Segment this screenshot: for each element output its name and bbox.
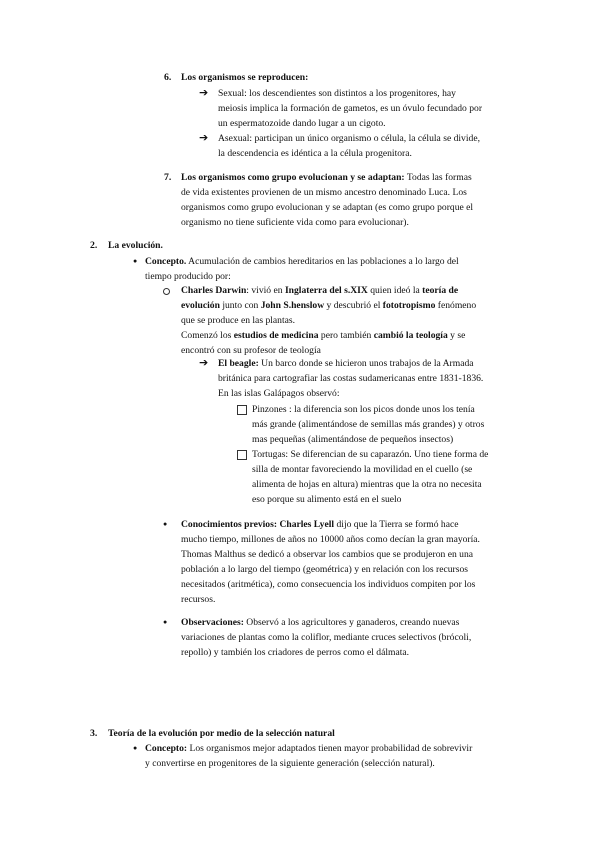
section-number-3: 3. bbox=[90, 728, 98, 739]
bullet-icon: ● bbox=[133, 744, 138, 752]
observaciones-paragraph: Observaciones: Observó a los agricultores y ganaderos, creando nuevas variaciones de plantas como la coliflor, mediante cruces selectivos (brócoli, repollo) y también los criadores de perros como el dálmata. bbox=[181, 617, 472, 658]
checkbox-pinzones[interactable] bbox=[237, 405, 247, 415]
arrow-right-icon: ➔ bbox=[199, 356, 209, 369]
darwin-paragraph: Charles Darwin: vivió en Inglaterra del s.XIX quien ideó la teoría de evolución junto con John S.henslow y descubrió el fototropismo fenómeno que se produce en las plantas. Comenzó los estudios de medicina pero también cambió la teología y se encontró con su profesor de teología bbox=[181, 285, 477, 356]
list-number-7: 7. bbox=[164, 172, 172, 183]
item6-asexual: Asexual: participan un único organismo o célula, la célula se divide, la descendencia es idéntica a la célula progenitora. bbox=[218, 133, 480, 159]
item6-sexual: Sexual: los descendientes son distintos a los progenitores, hay meiosis implica la formación de gametos, es un óvulo fecundado por un espermatozoide dando lugar a un cigoto. bbox=[218, 88, 483, 129]
arrow-right-icon: ➔ bbox=[199, 131, 209, 144]
checkbox-tortugas[interactable] bbox=[237, 450, 247, 460]
pinzones-text: Pinzones : la diferencia son los picos donde unos los tenía más grande (alimentándose de semillas más grandes) y otros mas pequeñas (alimentándose de pequeños insectos) bbox=[252, 404, 485, 445]
bullet-icon: ● bbox=[163, 520, 168, 528]
section3-title: Teoría de la evolución por medio de la selección natural bbox=[108, 728, 335, 739]
arrow-right-icon: ➔ bbox=[199, 86, 209, 99]
section3-concepto: Concepto: Los organismos mejor adaptados tienen mayor probabilidad de sobrevivir y convertirse en progenitores de la siguiente generación (selección natural). bbox=[145, 743, 473, 769]
bullet-icon: ● bbox=[163, 618, 168, 626]
bullet-icon: ● bbox=[133, 257, 138, 265]
tortugas-text: Tortugas: Se diferencian de su caparazón. Uno tiene forma de silla de montar favoreciendo la movilidad en el cuello (se alimenta de hojas en altura) mientras que la otra no necesita eso porque su alimento está en el suelo bbox=[252, 449, 489, 505]
section2-title: La evolución. bbox=[108, 240, 163, 251]
previos-paragraph: Conocimientos previos: Charles Lyell dijo que la Tierra se formó hace mucho tiempo, millones de años no 10000 años como decían la gran mayoría. Thomas Malthus se dedicó a observar los cambios que se produjeron en una población a lo largo del tiempo (geométrica) y en relación con los recursos necesitados (aritmética), como consecuencia los individuos compiten por los recursos. bbox=[181, 519, 480, 605]
circle-bullet-icon bbox=[163, 288, 170, 295]
item6-title: Los organismos se reproducen: bbox=[181, 72, 309, 83]
beagle-paragraph: El beagle: Un barco donde se hicieron unos trabajos de la Armada británica para cartografiar las costas sudamericanas entre 1831-1836. En las islas Galápagos observó: bbox=[218, 358, 484, 399]
section-number-2: 2. bbox=[90, 240, 98, 251]
item7-paragraph: Los organismos como grupo evolucionan y se adaptan: Todas las formas de vida existentes provienen de un mismo ancestro denominado Luca. Los organismos como grupo evolucionan y se adaptan (es como grupo porque el organismo no tiene suficiente vida como para evolucionar). bbox=[181, 172, 474, 228]
list-number-6: 6. bbox=[164, 72, 172, 83]
concepto-paragraph: Concepto. Acumulación de cambios hereditarios en las poblaciones a lo largo del tiempo producido por: bbox=[145, 256, 459, 282]
